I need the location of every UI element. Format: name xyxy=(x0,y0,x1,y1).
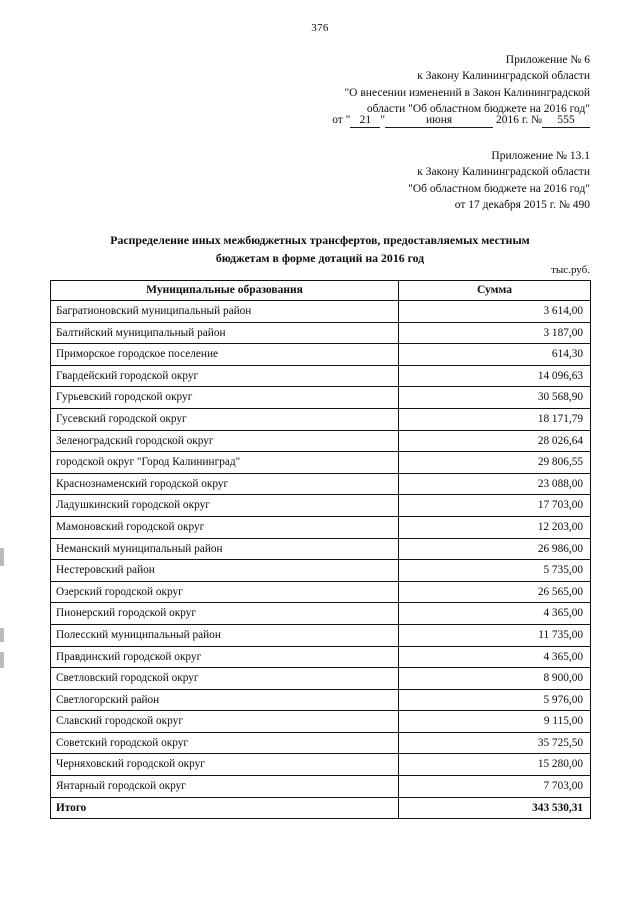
municipality-name: Гусевский городской округ xyxy=(51,408,399,430)
municipality-name: Краснознаменский городской округ xyxy=(51,473,399,495)
municipality-sum: 35 725,50 xyxy=(399,732,591,754)
table-row xyxy=(51,624,591,646)
municipality-sum: 30 568,90 xyxy=(399,387,591,409)
table-row xyxy=(51,408,591,430)
table-row xyxy=(51,365,591,387)
document-title xyxy=(52,231,588,267)
table-row xyxy=(51,452,591,474)
municipality-sum: 5 735,00 xyxy=(399,560,591,582)
municipality-name: Неманский муниципальный район xyxy=(51,538,399,560)
table-row xyxy=(51,538,591,560)
municipality-sum: 3 187,00 xyxy=(399,322,591,344)
municipality-sum: 18 171,79 xyxy=(399,408,591,430)
appendix-header-primary-line-3: "О внесении изменений в Закон Калининградской xyxy=(344,86,590,99)
municipality-sum: 26 565,00 xyxy=(399,581,591,603)
table-row xyxy=(51,516,591,538)
table-row xyxy=(51,754,591,776)
municipality-sum: 8 900,00 xyxy=(399,668,591,690)
date-year-label: 2016 г. № xyxy=(495,114,542,126)
municipality-name: городской округ "Город Калининград" xyxy=(51,452,399,474)
table-row xyxy=(51,668,591,690)
municipality-name: Светлогорский район xyxy=(51,689,399,711)
municipality-sum: 9 115,00 xyxy=(399,711,591,733)
municipality-sum: 4 365,00 xyxy=(399,603,591,625)
column-header-sum: Сумма xyxy=(399,281,591,301)
table-row xyxy=(51,387,591,409)
municipality-name: Ладушкинский городской округ xyxy=(51,495,399,517)
table-row xyxy=(51,344,591,366)
municipality-sum: 14 096,63 xyxy=(399,365,591,387)
municipality-sum: 23 088,00 xyxy=(399,473,591,495)
table-row xyxy=(51,301,591,323)
municipality-name: Пионерский городской округ xyxy=(51,603,399,625)
column-header-municipality: Муниципальные образования xyxy=(51,281,399,301)
appendix-header-secondary-line-1: Приложение № 13.1 xyxy=(491,150,590,162)
municipality-name: Приморское городское поселение xyxy=(51,344,399,366)
table-row xyxy=(51,322,591,344)
appendix-header-primary-line-4: области "Об областном бюджете на 2016 год" xyxy=(366,102,590,115)
scan-artifact xyxy=(0,548,4,566)
municipality-sum: 29 806,55 xyxy=(399,452,591,474)
table-row xyxy=(51,430,591,452)
municipality-name: Славский городской округ xyxy=(51,711,399,733)
municipality-name: Нестеровский район xyxy=(51,560,399,582)
municipality-sum: 17 703,00 xyxy=(399,495,591,517)
municipality-name: Гвардейский городской округ xyxy=(51,365,399,387)
date-quote-close: " xyxy=(380,114,386,126)
table-row xyxy=(51,473,591,495)
table-row xyxy=(51,732,591,754)
table-total-row xyxy=(51,797,591,819)
municipality-name: Гурьевский городской округ xyxy=(51,387,399,409)
municipality-name: Янтарный городской округ xyxy=(51,776,399,798)
table-header-row xyxy=(51,281,591,301)
municipality-sum: 7 703,00 xyxy=(399,776,591,798)
table-row xyxy=(51,495,591,517)
document-date-line xyxy=(220,114,590,128)
table-row xyxy=(51,603,591,625)
municipality-sum: 28 026,64 xyxy=(399,430,591,452)
municipality-name: Советский городской округ xyxy=(51,732,399,754)
municipality-sum: 3 614,00 xyxy=(399,301,591,323)
budget-table-header xyxy=(51,281,591,301)
date-prefix: от " xyxy=(332,114,351,126)
municipality-sum: 5 976,00 xyxy=(399,689,591,711)
document-number-field[interactable]: 555 xyxy=(542,114,590,128)
table-row xyxy=(51,776,591,798)
municipality-sum: 26 986,00 xyxy=(399,538,591,560)
units-label: тыс.руб. xyxy=(551,264,590,276)
scan-artifact xyxy=(0,628,4,642)
table-row xyxy=(51,689,591,711)
municipality-name: Мамоновский городской округ xyxy=(51,516,399,538)
table-row xyxy=(51,581,591,603)
document-title-line-1: Распределение иных межбюджетных трансфертов, предоставляемых местным xyxy=(110,233,530,247)
municipality-name: Озерский городской округ xyxy=(51,581,399,603)
municipality-sum: 614,30 xyxy=(399,344,591,366)
municipality-name: Светловский городской округ xyxy=(51,668,399,690)
municipality-name: Полесский муниципальный район xyxy=(51,624,399,646)
appendix-header-primary-line-1: Приложение № 6 xyxy=(505,54,590,66)
municipality-sum: 4 365,00 xyxy=(399,646,591,668)
total-sum: 343 530,31 xyxy=(399,797,591,819)
municipality-name: Багратионовский муниципальный район xyxy=(51,301,399,323)
municipality-name: Правдинский городской округ xyxy=(51,646,399,668)
total-label: Итого xyxy=(51,797,399,819)
municipality-sum: 11 735,00 xyxy=(399,624,591,646)
municipality-name: Балтийский муниципальный район xyxy=(51,322,399,344)
municipality-sum: 15 280,00 xyxy=(399,754,591,776)
document-title-line-2: бюджетам в форме дотаций на 2016 год xyxy=(215,251,425,265)
appendix-header-secondary-line-2: к Закону Калининградской области xyxy=(417,166,590,179)
municipality-name: Черняховский городской округ xyxy=(51,754,399,776)
municipality-sum: 12 203,00 xyxy=(399,516,591,538)
appendix-header-secondary-line-4: от 17 декабря 2015 г. № 490 xyxy=(454,198,590,211)
date-month-field[interactable]: июня xyxy=(385,114,493,128)
appendix-header-secondary xyxy=(220,148,590,213)
appendix-header-secondary-line-3: "Об областном бюджете на 2016 год" xyxy=(408,182,590,195)
budget-table xyxy=(50,280,591,819)
date-day-field[interactable]: 21 xyxy=(350,114,380,128)
municipality-name: Зеленоградский городской округ xyxy=(51,430,399,452)
appendix-header-primary-line-2: к Закону Калининградской области xyxy=(417,70,590,83)
table-row xyxy=(51,711,591,733)
budget-table-container xyxy=(50,280,590,819)
table-row xyxy=(51,560,591,582)
table-row xyxy=(51,646,591,668)
scan-artifact xyxy=(0,652,4,668)
appendix-header-primary xyxy=(220,52,590,117)
page-number: 376 xyxy=(311,22,329,34)
budget-table-body xyxy=(51,301,591,819)
